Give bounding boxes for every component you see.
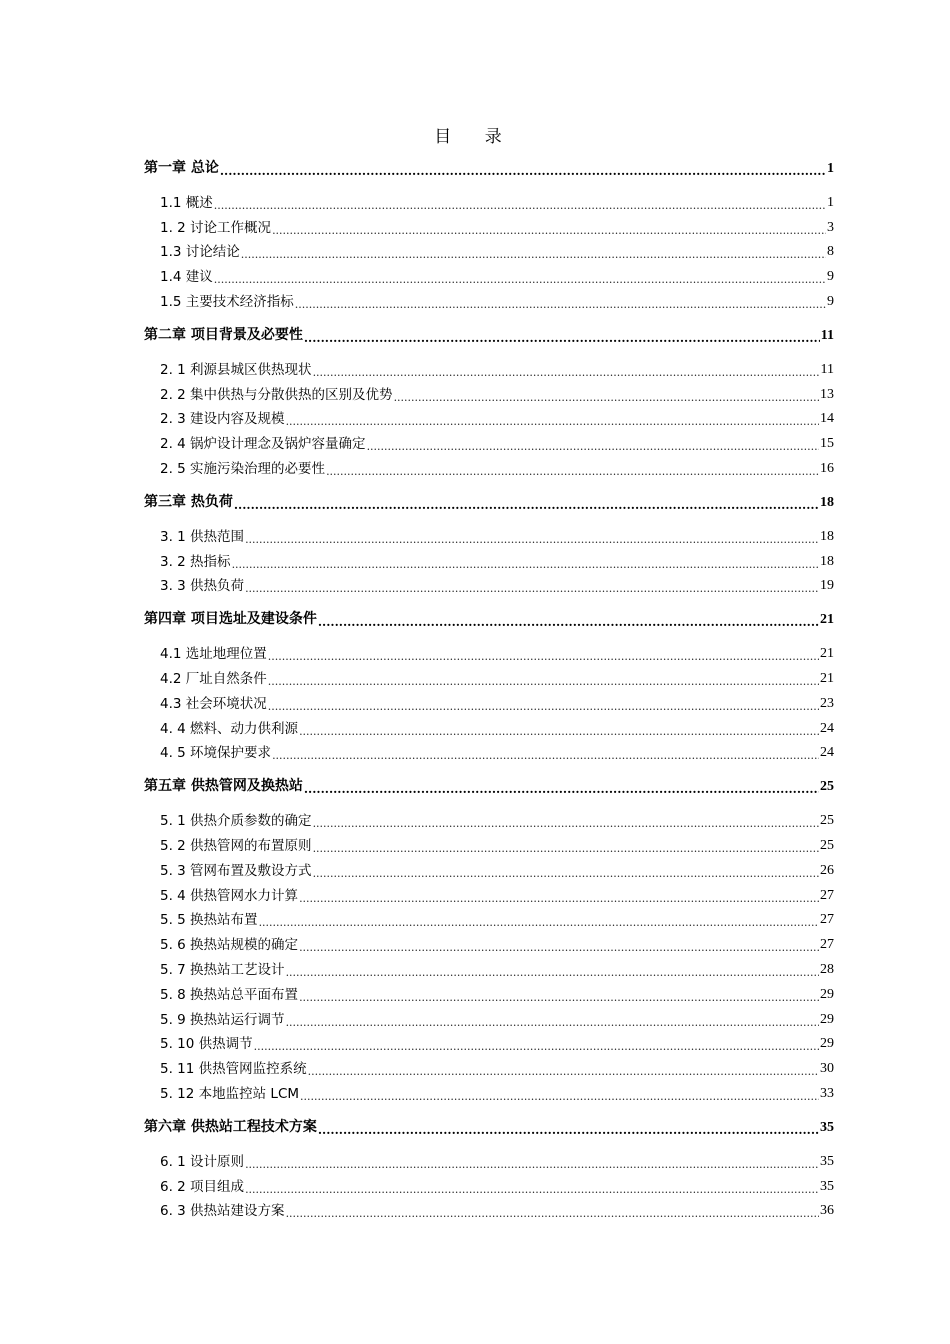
toc-leader-dots (268, 651, 819, 662)
toc-entry-label: 1. 2 讨论工作概况 (160, 219, 272, 236)
toc-leader-dots (304, 783, 819, 795)
toc-entry-label: 5. 12 本地监控站 LCM (160, 1085, 300, 1102)
toc-section-entry[interactable] (144, 953, 834, 978)
toc-entry-page-number: 9 (827, 293, 834, 309)
toc-section-entry[interactable] (144, 1170, 834, 1195)
toc-leader-dots (245, 1184, 819, 1195)
toc-chapter-entry[interactable] (144, 603, 834, 628)
toc-section-entry[interactable] (144, 1077, 834, 1102)
toc-leader-dots (313, 818, 819, 829)
toc-entry-page-number: 27 (820, 887, 834, 903)
toc-leader-dots (232, 559, 819, 570)
toc-chapter-entry[interactable] (144, 1111, 834, 1136)
table-of-contents (144, 152, 834, 1219)
toc-leader-dots (245, 1159, 819, 1170)
toc-entry-label: 5. 2 供热管网的布置原则 (160, 837, 312, 854)
toc-entry-label: 5. 7 换热站工艺设计 (160, 961, 285, 978)
toc-entry-label: 5. 8 换热站总平面布置 (160, 986, 299, 1003)
toc-entry-page-number: 24 (820, 745, 834, 761)
toc-leader-dots (313, 868, 819, 879)
toc-entry-page-number: 28 (820, 961, 834, 977)
toc-entry-page-number: 11 (820, 361, 834, 377)
toc-entry-page-number: 21 (820, 670, 834, 686)
toc-entry-label: 4. 5 环境保护要求 (160, 745, 272, 762)
toc-leader-dots (241, 249, 826, 260)
toc-entry-label: 第二章 项目背景及必要性 (144, 326, 303, 343)
toc-entry-page-number: 21 (820, 646, 834, 662)
toc-leader-dots (326, 466, 819, 477)
toc-section-entry[interactable] (144, 712, 834, 737)
toc-section-entry[interactable] (144, 879, 834, 904)
toc-entry-label: 1.1 概述 (160, 194, 213, 211)
toc-entry-page-number: 3 (827, 219, 834, 235)
toc-leader-dots (313, 843, 819, 854)
toc-entry-page-number: 18 (820, 494, 834, 510)
toc-entry-label: 6. 1 设计原则 (160, 1153, 245, 1170)
toc-entry-label: 3. 2 热指标 (160, 553, 231, 570)
toc-entry-label: 2. 1 利源县城区供热现状 (160, 361, 312, 378)
toc-leader-dots (245, 534, 819, 545)
toc-entry-page-number: 1 (827, 194, 834, 210)
toc-entry-page-number: 33 (820, 1085, 834, 1101)
toc-leader-dots (220, 165, 826, 177)
toc-entry-label: 5. 10 供热调节 (160, 1036, 253, 1053)
toc-entry-label: 第五章 供热管网及换热站 (144, 778, 303, 795)
toc-leader-dots (308, 1066, 819, 1077)
toc-entry-label: 5. 9 换热站运行调节 (160, 1011, 285, 1028)
toc-section-entry[interactable] (144, 687, 834, 712)
toc-entry-label: 5. 11 供热管网监控系统 (160, 1061, 307, 1078)
toc-leader-dots (214, 274, 826, 285)
toc-entry-label: 1.4 建议 (160, 269, 213, 286)
toc-entry-page-number: 25 (820, 837, 834, 853)
toc-leader-dots (234, 499, 819, 511)
toc-entry-page-number: 21 (820, 612, 834, 628)
toc-leader-dots (299, 893, 819, 904)
toc-entry-label: 4. 4 燃料、动力供利源 (160, 720, 299, 737)
toc-section-entry[interactable] (144, 285, 834, 310)
toc-leader-dots (313, 367, 820, 378)
toc-section-entry[interactable] (144, 236, 834, 261)
toc-entry-label: 2. 4 锅炉设计理念及锅炉容量确定 (160, 436, 366, 453)
toc-section-entry[interactable] (144, 854, 834, 879)
toc-entry-page-number: 9 (827, 269, 834, 285)
toc-leader-dots (268, 676, 819, 687)
toc-leader-dots (259, 917, 819, 928)
toc-entry-page-number: 27 (820, 937, 834, 953)
toc-entry-page-number: 25 (820, 813, 834, 829)
toc-entry-label: 5. 1 供热介质参数的确定 (160, 813, 312, 830)
toc-entry-page-number: 18 (820, 553, 834, 569)
toc-leader-dots (394, 392, 819, 403)
toc-section-entry[interactable] (144, 186, 834, 211)
toc-entry-label: 4.3 社会环境状况 (160, 695, 267, 712)
toc-entry-page-number: 35 (820, 1153, 834, 1169)
toc-leader-dots (304, 332, 820, 344)
toc-leader-dots (299, 992, 819, 1003)
toc-section-entry[interactable] (144, 452, 834, 477)
toc-entry-label: 4.1 选址地理位置 (160, 646, 267, 663)
toc-section-entry[interactable] (144, 260, 834, 285)
toc-entry-page-number: 15 (820, 436, 834, 452)
toc-chapter-entry[interactable] (144, 319, 834, 344)
toc-entry-label: 6. 3 供热站建设方案 (160, 1203, 285, 1220)
toc-chapter-entry[interactable] (144, 152, 834, 177)
toc-leader-dots (318, 1124, 819, 1136)
toc-leader-dots (300, 1091, 819, 1102)
toc-section-entry[interactable] (144, 1052, 834, 1077)
toc-entry-page-number: 29 (820, 986, 834, 1002)
toc-section-entry[interactable] (144, 1028, 834, 1053)
toc-section-entry[interactable] (144, 1003, 834, 1028)
toc-leader-dots (286, 1017, 819, 1028)
toc-chapter-entry[interactable] (144, 770, 834, 795)
toc-section-entry[interactable] (144, 928, 834, 953)
toc-leader-dots (214, 200, 826, 211)
toc-section-entry[interactable] (144, 378, 834, 403)
toc-section-entry[interactable] (144, 662, 834, 687)
toc-section-entry[interactable] (144, 829, 834, 854)
toc-section-entry[interactable] (144, 1145, 834, 1170)
toc-section-entry[interactable] (144, 570, 834, 595)
toc-entry-page-number: 25 (820, 779, 834, 795)
toc-leader-dots (286, 967, 819, 978)
toc-entry-label: 第四章 项目选址及建设条件 (144, 611, 317, 628)
toc-entry-page-number: 19 (820, 578, 834, 594)
toc-entry-label: 第三章 热负荷 (144, 493, 233, 510)
toc-leader-dots (299, 726, 819, 737)
toc-leader-dots (286, 1208, 819, 1219)
toc-entry-label: 5. 3 管网布置及敷设方式 (160, 862, 312, 879)
toc-section-entry[interactable] (144, 427, 834, 452)
toc-leader-dots (299, 942, 819, 953)
toc-entry-label: 1.3 讨论结论 (160, 244, 240, 261)
toc-leader-dots (367, 441, 819, 452)
toc-entry-label: 2. 2 集中供热与分散供热的区别及优势 (160, 386, 393, 403)
toc-section-entry[interactable] (144, 520, 834, 545)
toc-entry-page-number: 23 (820, 695, 834, 711)
toc-entry-label: 第一章 总论 (144, 160, 219, 176)
toc-entry-label: 6. 2 项目组成 (160, 1178, 245, 1195)
toc-leader-dots (272, 750, 819, 761)
toc-entry-page-number: 36 (820, 1203, 834, 1219)
toc-section-entry[interactable] (144, 737, 834, 762)
toc-entry-page-number: 29 (820, 1036, 834, 1052)
toc-section-entry[interactable] (144, 1195, 834, 1220)
toc-section-entry[interactable] (144, 403, 834, 428)
toc-entry-label: 3. 3 供热负荷 (160, 578, 245, 595)
toc-entry-page-number: 18 (820, 528, 834, 544)
toc-entry-page-number: 35 (820, 1178, 834, 1194)
toc-entry-label: 1.5 主要技术经济指标 (160, 293, 294, 310)
toc-entry-page-number: 1 (827, 161, 834, 176)
toc-leader-dots (254, 1041, 819, 1052)
toc-leader-dots (295, 299, 826, 310)
toc-entry-page-number: 27 (820, 912, 834, 928)
toc-leader-dots (268, 701, 819, 712)
toc-entry-page-number: 13 (820, 386, 834, 402)
toc-entry-page-number: 11 (820, 327, 834, 343)
toc-entry-page-number: 8 (827, 244, 834, 260)
toc-section-entry[interactable] (144, 353, 834, 378)
toc-entry-label: 2. 3 建设内容及规模 (160, 411, 285, 428)
toc-entry-label: 5. 4 供热管网水力计算 (160, 887, 299, 904)
toc-entry-page-number: 35 (820, 1119, 834, 1135)
toc-leader-dots (272, 225, 826, 236)
toc-section-entry[interactable] (144, 804, 834, 829)
toc-entry-page-number: 24 (820, 720, 834, 736)
toc-title: 目 录 (434, 127, 516, 147)
toc-entry-page-number: 26 (820, 862, 834, 878)
toc-entry-label: 2. 5 实施污染治理的必要性 (160, 460, 326, 477)
toc-chapter-entry[interactable] (144, 486, 834, 511)
toc-section-entry[interactable] (144, 904, 834, 929)
toc-entry-label: 4.2 厂址自然条件 (160, 670, 267, 687)
toc-entry-page-number: 14 (820, 411, 834, 427)
toc-leader-dots (318, 616, 819, 628)
toc-entry-page-number: 29 (820, 1011, 834, 1027)
toc-section-entry[interactable] (144, 637, 834, 662)
toc-leader-dots (286, 416, 819, 427)
toc-section-entry[interactable] (144, 978, 834, 1003)
toc-entry-label: 第六章 供热站工程技术方案 (144, 1118, 317, 1135)
toc-entry-label: 5. 5 换热站布置 (160, 912, 258, 929)
toc-entry-page-number: 16 (820, 460, 834, 476)
toc-entry-label: 5. 6 换热站规模的确定 (160, 937, 299, 954)
toc-entry-label: 3. 1 供热范围 (160, 528, 245, 545)
toc-section-entry[interactable] (144, 211, 834, 236)
toc-section-entry[interactable] (144, 545, 834, 570)
toc-entry-page-number: 30 (820, 1061, 834, 1077)
toc-leader-dots (245, 583, 819, 594)
